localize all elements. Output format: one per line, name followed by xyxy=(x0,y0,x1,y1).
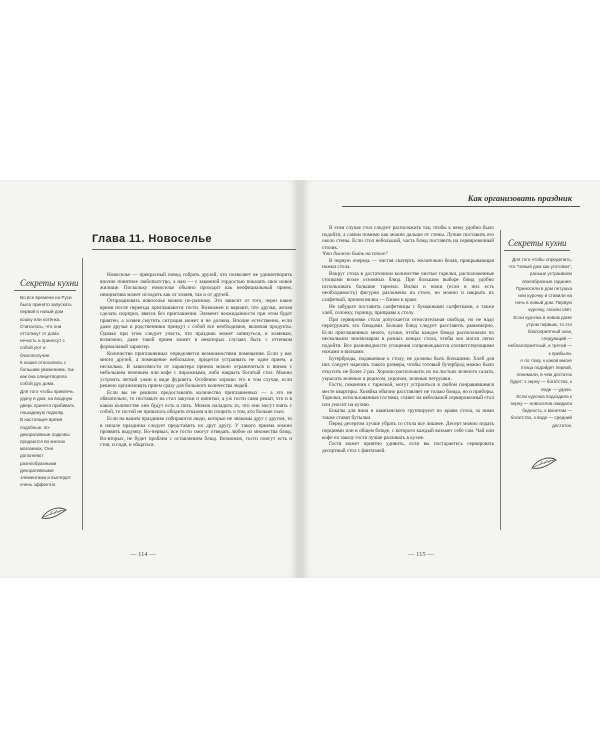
left-sidebar-rule xyxy=(14,290,76,291)
left-sidebar-title: Секреты кухни xyxy=(20,278,79,288)
left-sidebar-paragraph: К кошке относились с большим уважением, так как она олицетворяла собой дух дома. xyxy=(20,359,74,387)
body-paragraph: Бокалы для вина и шампанского группируют по краям стола, за ними также ставят бутылки. xyxy=(322,408,494,421)
right-sidebar-title: Секреты кухни xyxy=(508,238,567,248)
leaf-ornament-icon xyxy=(40,506,68,522)
body-paragraph: Гостя может приятно удивить, если вы постараетесь сервировать десертный стол с фантазией. xyxy=(322,441,494,454)
chapter-title: Глава 11. Новоселье xyxy=(92,233,212,245)
body-paragraph: Если на вашем празднике собираются люди, которые не знакомы друг с другом, то в начале праздника следует представить их друг другу. У такого приема можно проявить выдумку. Во-первых, все гости смогут отведать любое из множества блюд. Во-вторых, не будет проблем с оставлением блюд. Возможно, гости смогут есть и стоя, и сидя, и общаться. xyxy=(100,416,292,449)
left-sidebar-paragraph: Во все времена на Руси было принято запускать первой в новый дом кошку или котёнка. Считалось, что они оттолкнут от дома нечисть и принесут с собой уют и благополучие. xyxy=(20,295,72,358)
leaf-ornament-icon xyxy=(530,456,558,472)
right-sidebar-paragraph: Если курочка в новом доме утром первым, то это благоприятный знак, следующий — неблагоприятный, а третий — к прибыли. xyxy=(508,314,572,356)
left-sidebar-text xyxy=(20,294,76,488)
right-sidebar-text xyxy=(508,256,572,429)
right-sidebar-paragraph: Если курочка подходила к зерну — новоселов ожидала бедность, к монетам — богатство, к воде — средний достаток. xyxy=(510,393,572,428)
left-sidebar-divider xyxy=(82,258,83,530)
right-sidebar-paragraph: Приносили в дом петушка или курочку и ставили на ночь в новый дом. Первую курочку, гасили свет. xyxy=(515,285,572,313)
running-head-text: Как организовать праздник xyxy=(467,193,572,203)
body-paragraph: Вокруг стола в достаточном количестве чистые тарелки, расположенные стопками возле основных блюд. При большом выборе блюд удобно использовать большие тарелки. Вилки и ножи (если в них есть необходимость) фигурно разложены на столе, но можно и накрыть их салфеткой, причем вилки — ближе к краю. xyxy=(322,270,494,304)
left-sidebar-paragraph: Для того чтобы привлечь удачу в дом, на входную дверь принято прибивать лошадиную подкову. xyxy=(20,388,75,416)
body-paragraph: Количество приглашенных определяется возможностями помещения. Если у вас много друзей, а помещение небольшое, придется устраивать не один прием, а несколько. В зависимости от характера приема можно ограничиться и вином с небольшим печеньем или кофе с пирожными, либо накрыть богатый стол. Можно устроить легкий ужин в виде фуршета. Особенно хорошо это в том случае, если решено организовать прием сразу для большого количества людей. xyxy=(100,350,292,390)
running-head xyxy=(302,193,600,207)
right-sidebar-rule xyxy=(504,250,570,251)
left-sidebar-paragraph: В настоящее время подобные, по-декоративные подковы продаются во многих магазинах. Они дополняют разнообразными декоративными элементами и выглядят очень эффектно. xyxy=(20,417,71,488)
left-main-column xyxy=(100,272,292,512)
body-paragraph: При сервировке стола допускается относительная свобода, но не надо перегружать его блюдами. Больше блюд следует расставить равномерно. Если приглашенных много, лучше, чтобы каждое блюдо расположили по нескольким экземплярам в разных концах стола, чтобы все могли легко подойти. Все разновидности угощения сопровождаются соответствующими ножами и вилками. xyxy=(322,316,494,356)
body-paragraph: Перед десертом лучше убрать со стола все лишнее. Десерт можно подать порциями или в общем блюде, с которого каждый возьмет себе сам. Чай или кофе по заказу гостя лучше разливать в кухне. xyxy=(322,421,494,441)
body-paragraph: В первую очередь — чистая скатерть, желательно белая, прикрывающая ножки стола. xyxy=(322,257,494,271)
page-number-left: — 114 — xyxy=(130,551,156,558)
right-sidebar-divider xyxy=(500,230,501,530)
chapter-rule xyxy=(92,249,296,250)
body-paragraph: Бутерброды, подаваемые к столу, не должны быть большими. Хлеб для них следует нарезать такого размера, чтобы готовый бутерброд можно было откусить не более 2 раз. Хорошо расположить их на листьях зеленого салата, украсить зеленью и редисом, укропом, зеленью петрушки. xyxy=(322,355,494,382)
body-paragraph: Новоселье — прекрасный повод собрать друзей, что позволяет не удовлетворить вполне понятное любопытство, а нам — с законной гордостью показать свое новое жилище. Поскольку новоселье обычно проходит как неофициальный прием, инициатива может исходить как от хозяев, так и от друзей. xyxy=(100,272,292,298)
running-head-rule xyxy=(342,206,580,207)
right-sidebar-paragraph: Для того чтобы определить, что "новый дом как уготован", раньше устраивали своеобразные гадания. xyxy=(508,257,572,284)
body-subheading: Что должно быть на столе? xyxy=(322,251,388,258)
body-paragraph: Гости, покончив с тарелкой, могут устроиться в любом понравившемся месте квартиры. Хозяйка обычно расставляет не только блюда, но и приборы. Тарелки, использованные гостями, ставит на небольшой сервировочный стол или уносит на кухню. xyxy=(322,382,494,408)
body-paragraph: Если вы не решили предоставлять количество приглашенных — а это не обязательно, то поставьте на стол закуски и напитки, а уж гости сами решат, что и в каком количестве они будут есть и пить. Можно наладить то, что они могут взять с собой, то гостей не пришлось обидеть отказом или спорить о том, кто больше съел. xyxy=(100,389,292,416)
body-paragraph: Не забудьте поставить салфетницы с бумажными салфетками, а также хлеб, солонку, горчицу, приправы к столу. xyxy=(322,303,494,317)
body-paragraph: Отпраздновать новоселье можно по-разному. Это зависит от того, через какое время после переезда приглашаются гости. Возможен и вариант, что друзья, желая сделать сюрприз, явятся без приглашения. Элемент неожиданности при этом будет приятен, а хозяев смутить ситуация может и не должна. Вполне естественно, если даже друзья и родственники приедут с собой все необходимое, включая продукты. Однако при этом следует учесть, что праздник может затянуться, и хозяевам, возможно, даже такой прием может в некоторых случаях быть с оттенком формальный характер. xyxy=(100,298,292,351)
right-sidebar-paragraph: А по тому, к какой миске птица подойдет первой, понимали, в чем достаток будет: к зерну — богатство, к воде — удача. xyxy=(509,357,572,392)
right-main-column xyxy=(322,225,494,545)
body-paragraph: В этом случае стол следует расположить так, чтобы к нему удобно было подойти, а самом помимо как можно дальше от стены. Лучше поставить его около стены. Если стол небольшой, часть блюд поставить на сервировочный столик. xyxy=(322,225,494,251)
page-number-right: — 115 — xyxy=(408,551,434,558)
